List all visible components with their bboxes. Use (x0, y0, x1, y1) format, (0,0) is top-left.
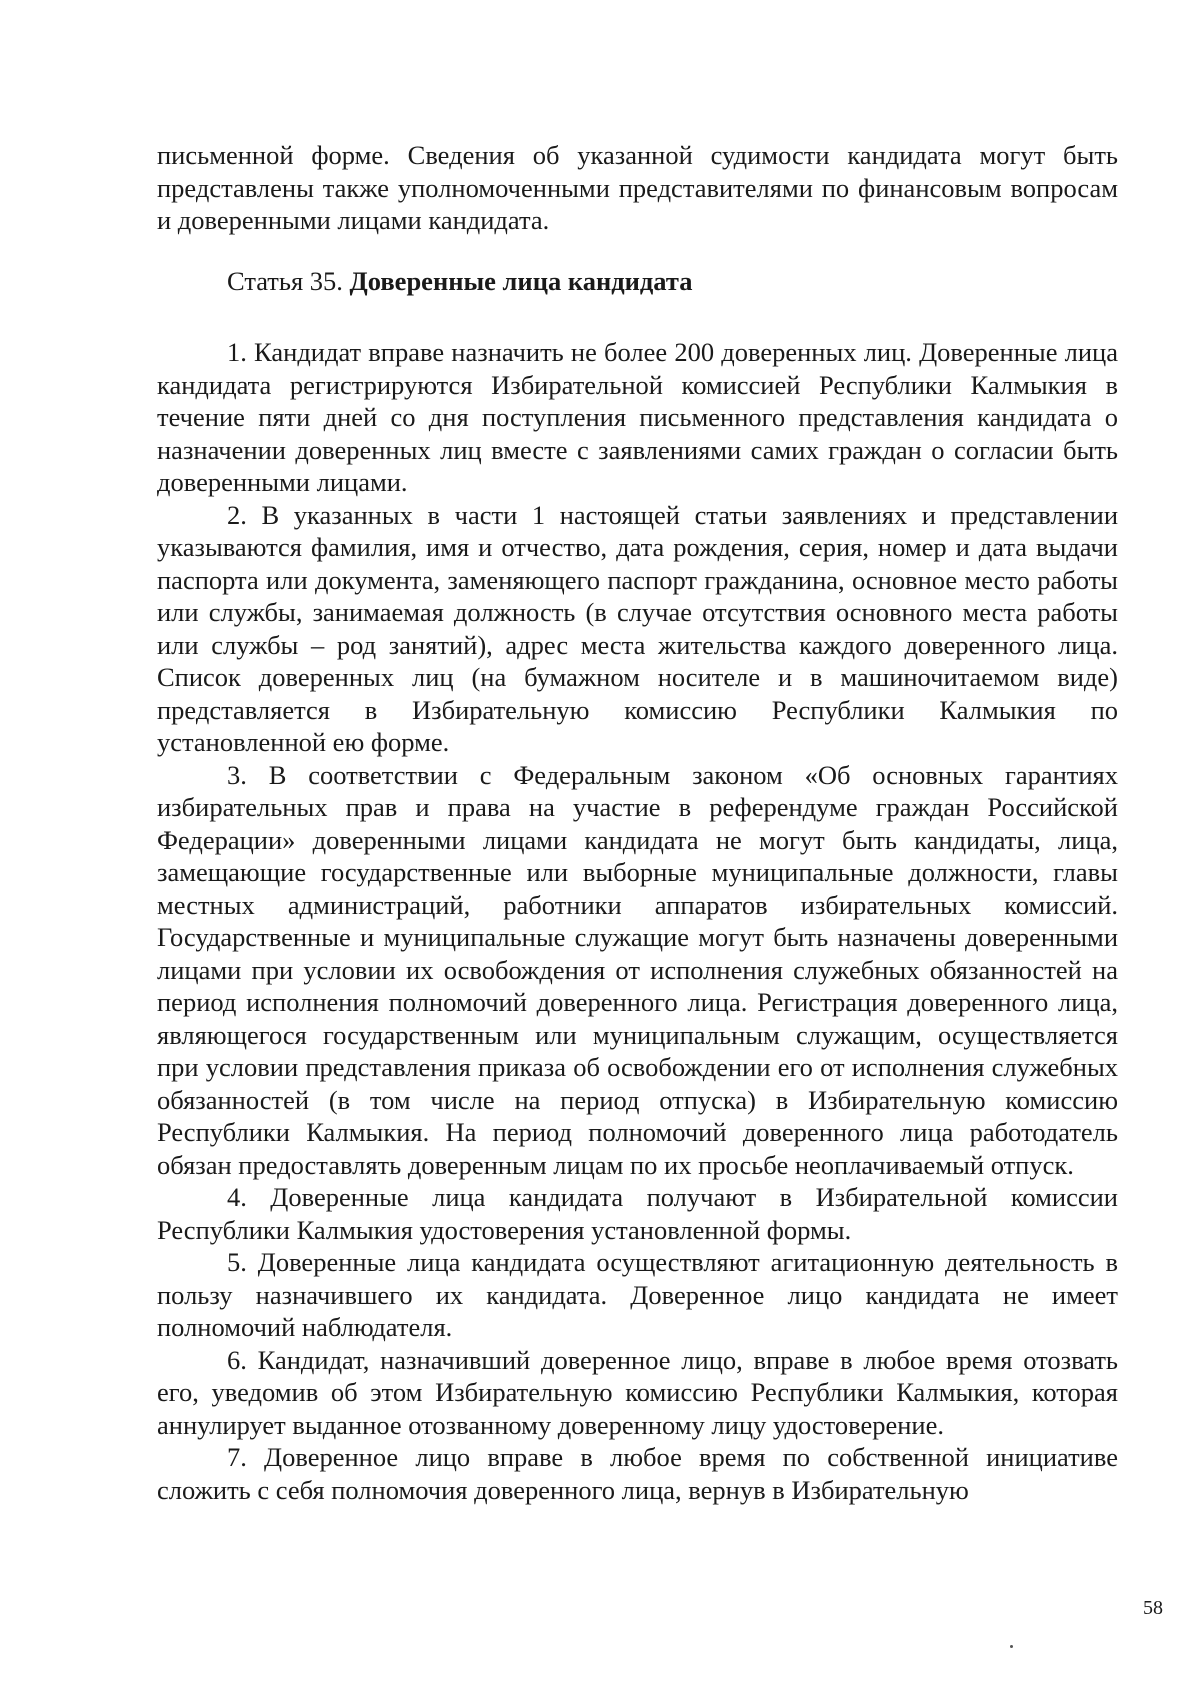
article-body (157, 336, 1118, 1506)
article-label: Статья 35. (227, 266, 343, 296)
page-number: 58 (1143, 1597, 1163, 1619)
paragraph-5: 5. Доверенные лица кандидата осуществляют агитационную деятельность в пользу назначившего их кандидата. Доверенное лицо кандидата не имеет полномочий наблюдателя. (157, 1247, 1118, 1342)
scan-speck (1010, 1645, 1013, 1648)
article-title: Доверенные лица кандидата (349, 266, 693, 296)
paragraph-2: 2. В указанных в части 1 настоящей статьи заявлениях и представлении указываются фамилия, имя и отчество, дата рождения, серия, номер и дата выдачи паспорта или документа, заменяющего паспорт гражданина, основное место работы или службы, занимаемая должность (в случае отсутствия основного места работы или службы – род занятий), адрес места жительства каждого доверенного лица. Список доверенных лиц (на бумажном носителе и в машиночитаемом виде) представляется в Избирательную комиссию Республики Калмыкия по установленной ею форме. (157, 499, 1118, 757)
article-heading (227, 265, 692, 298)
paragraph-7: 7. Доверенное лицо вправе в любое время по собственной инициативе сложить с себя полномочия доверенного лица, вернув в Избирательную (157, 1442, 1118, 1505)
paragraph-6: 6. Кандидат, назначивший доверенное лицо, вправе в любое время отозвать его, уведомив об этом Избирательную комиссию Республики Калмыкия, которая аннулирует выданное отозванному доверенному лицу удостоверение. (157, 1344, 1118, 1440)
paragraph-1: 1. Кандидат вправе назначить не более 200 доверенных лиц. Доверенные лица кандидата регистрируются Избирательной комиссией Республики Калмыкия в течение пяти дней со дня поступления письменного представления кандидата о назначении доверенных лиц вместе с заявлениями самих граждан о согласии быть доверенными лицами. (157, 337, 1118, 497)
intro-paragraph: письменной форме. Сведения об указанной судимости кандидата могут быть представлены также уполномоченными представителями по финансовым вопросам и доверенными лицами кандидата. (157, 140, 1118, 235)
intro-block (157, 139, 1118, 237)
paragraph-3: 3. В соответствии с Федеральным законом «Об основных гарантиях избирательных прав и права на участие в референдуме граждан Российской Федерации» доверенными лицами кандидата не могут быть кандидаты, лица, замещающие государственные или выборные муниципальные должности, главы местных администраций, работники аппаратов избирательных комиссий. Государственные и муниципальные служащие могут быть назначены доверенными лицами при условии их освобождения от исполнения служебных обязанностей на период исполнения полномочий доверенного лица. Регистрация доверенного лица, являющегося государственным или муниципальным служащим, осуществляется при условии представления приказа об освобождении его от исполнения служебных обязанностей (в том числе на период отпуска) в Избирательную комиссию Республики Калмыкия. На период полномочий доверенного лица работодатель обязан предоставлять доверенным лицам по их просьбе неоплачиваемый отпуск. (157, 759, 1118, 1180)
paragraph-4: 4. Доверенные лица кандидата получают в Избирательной комиссии Республики Калмыкия удостоверения установленной формы. (157, 1182, 1118, 1245)
